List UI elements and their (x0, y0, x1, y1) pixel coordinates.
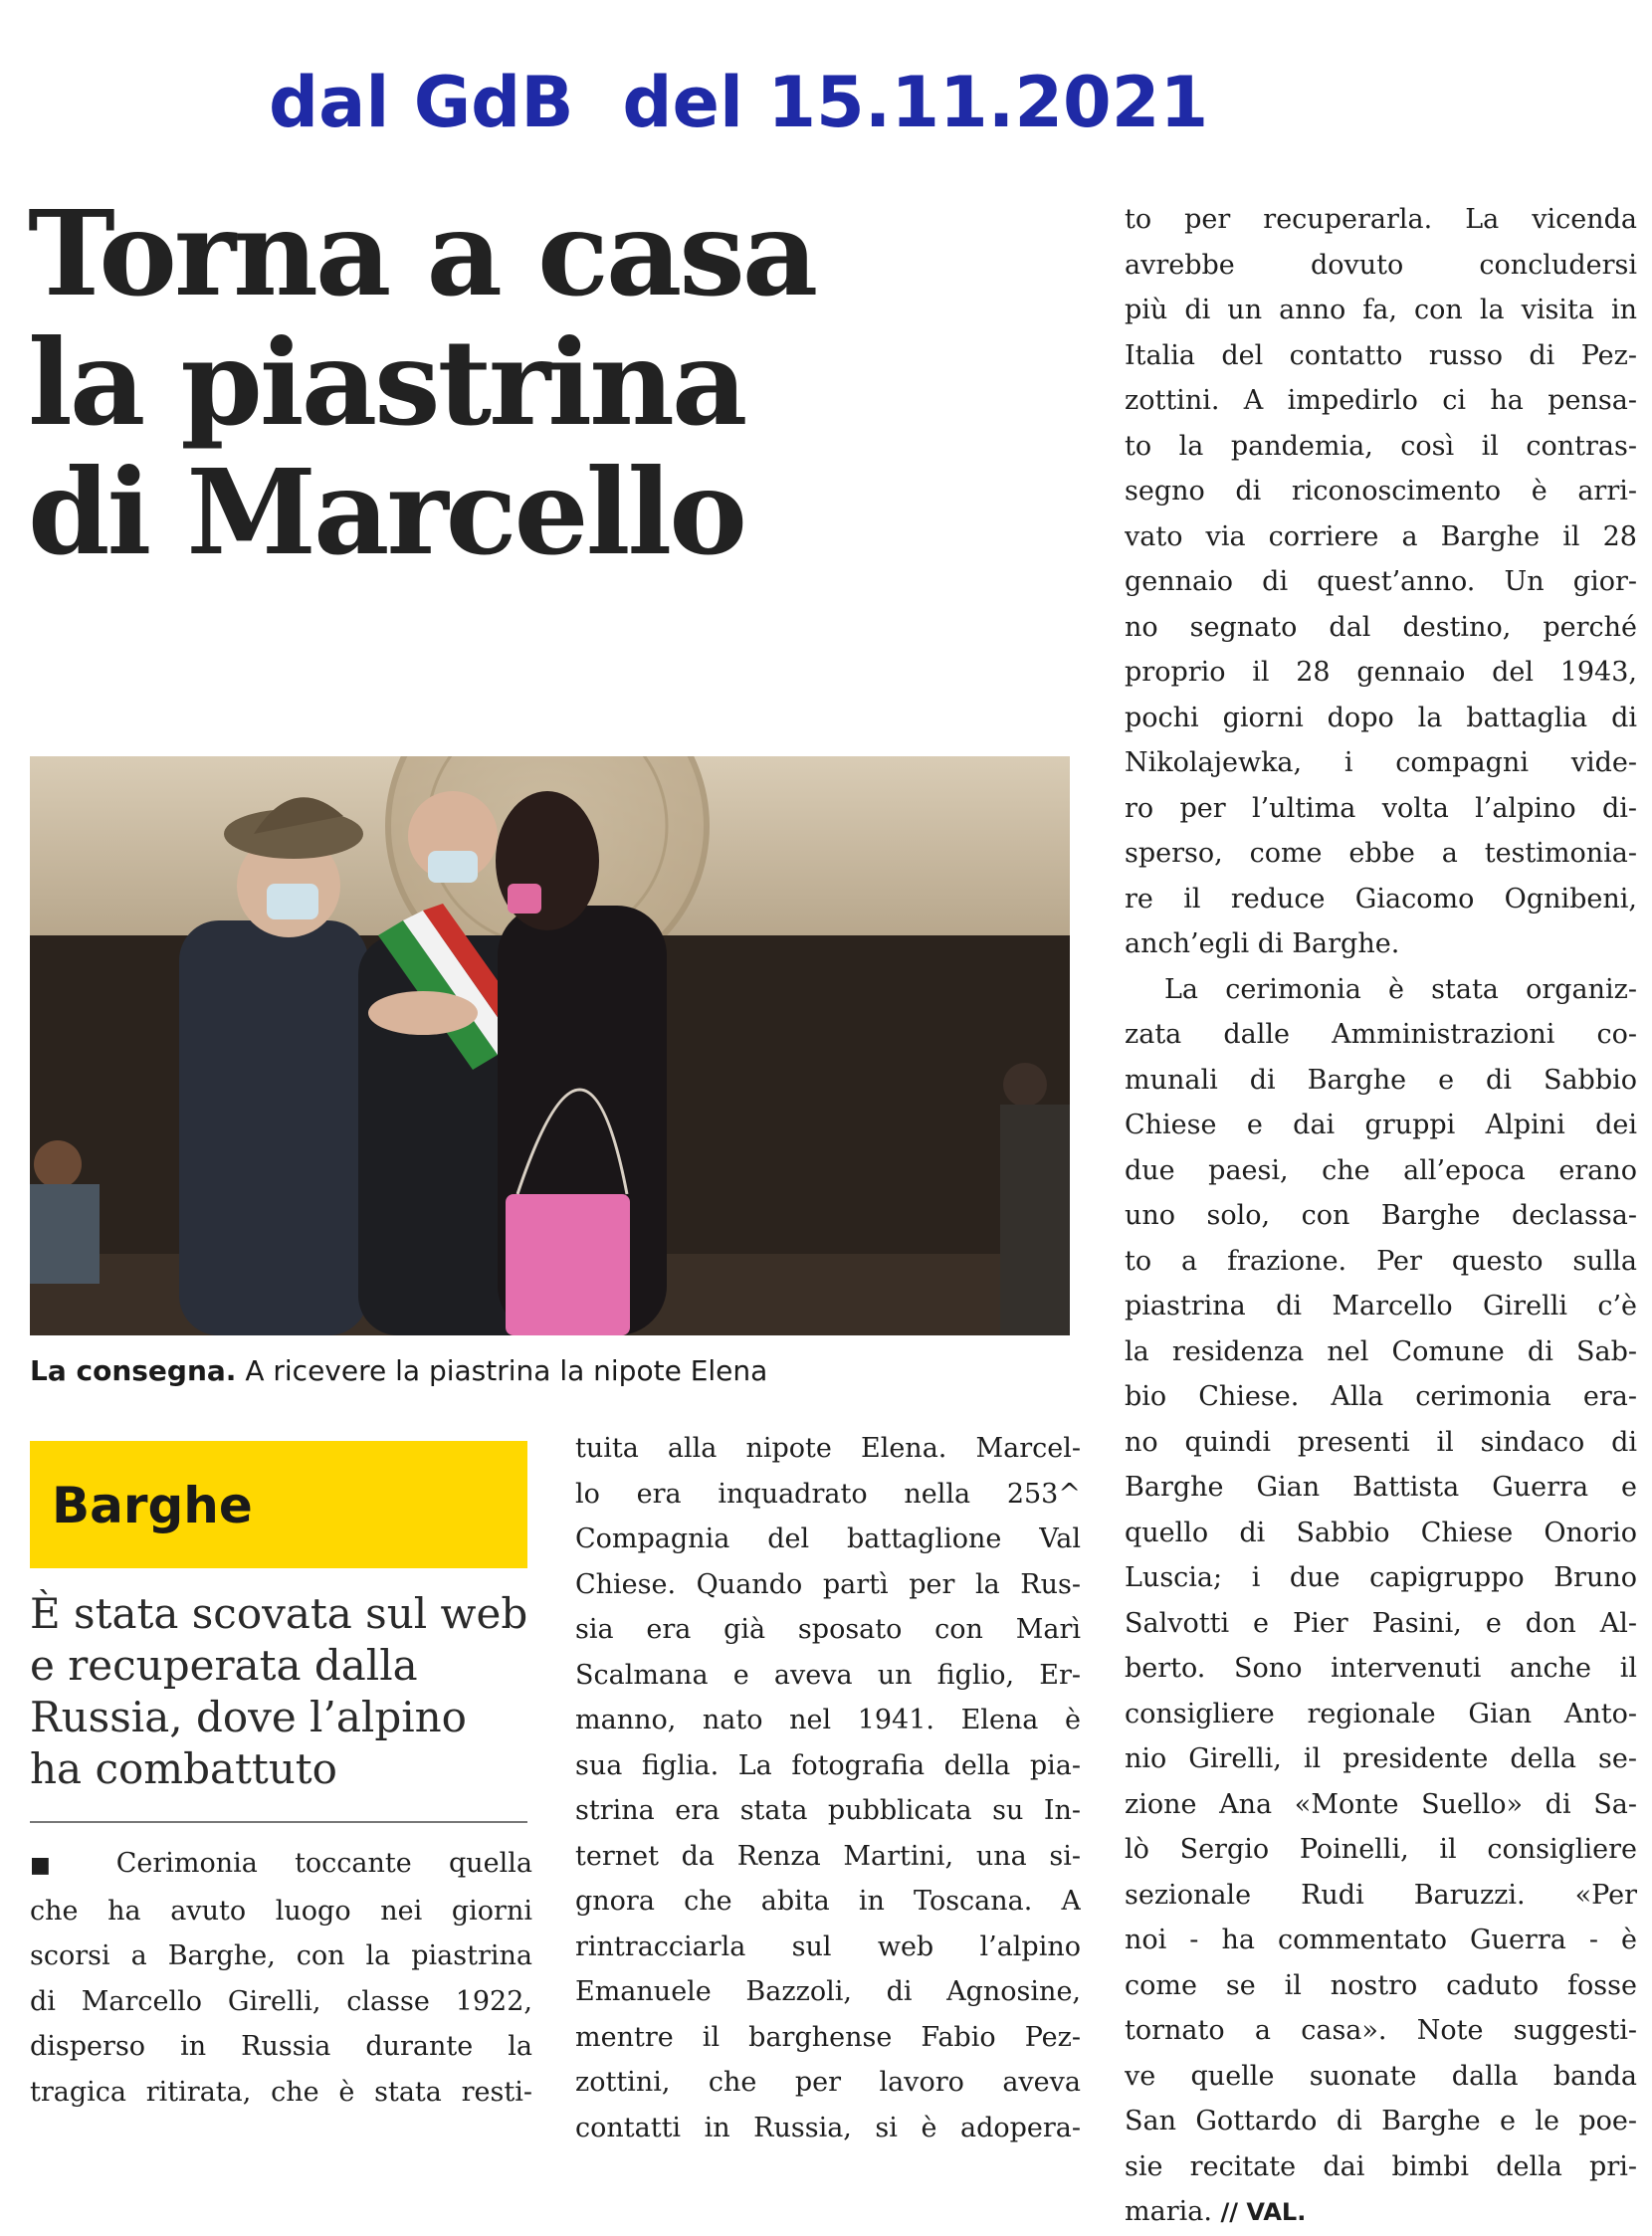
body-column-2 (575, 1426, 1081, 2150)
body-line: quello di Sabbio Chiese Onorio (1125, 1517, 1637, 1548)
body-line: sperso, come ebbe a testimonia- (1125, 838, 1637, 869)
body-line: Emanuele Bazzoli, di Agnosine, (575, 1976, 1081, 2007)
body-line: lo era inquadrato nella 253^ (575, 1478, 1081, 1510)
body-line: sezionale Rudi Baruzzi. «Per (1125, 1879, 1637, 1911)
photo-illustration (30, 756, 1070, 1335)
body-line: to a frazione. Per questo sulla (1125, 1245, 1637, 1277)
body-line: tornato a casa». Note suggesti- (1125, 2015, 1637, 2046)
body-line: strina era stata pubblicata su In- (575, 1795, 1081, 1826)
summary-line: e recuperata dalla (30, 1641, 418, 1690)
body-line: Barghe Gian Battista Guerra e (1125, 1472, 1637, 1503)
body-line: tuita alla nipote Elena. Marcel- (575, 1433, 1081, 1464)
body-line: mentre il barghense Fabio Pez- (575, 2021, 1081, 2053)
body-line: zottini. A impedirlo ci ha pensa- (1125, 385, 1637, 416)
body-line: manno, nato nel 1941. Elena è (575, 1705, 1081, 1735)
body-line: no quindi presenti il sindaco di (1125, 1426, 1637, 1458)
body-line: munali di Barghe e di Sabbio (1125, 1064, 1637, 1096)
body-column-1 (30, 1841, 532, 2115)
body-line: bio Chiese. Alla cerimonia era- (1125, 1381, 1637, 1412)
body-line: zione Ana «Monte Suello» di Sa- (1125, 1788, 1637, 1820)
summary-line: Russia, dove l’alpino (30, 1693, 467, 1741)
body-line: Scalmana e aveva un figlio, Er- (575, 1659, 1081, 1691)
body-line-last: maria. // VAL. (1125, 2196, 1307, 2227)
body-line: disperso in Russia durante la (30, 2031, 532, 2062)
body-line: sie recitate dai bimbi della pri- (1125, 2150, 1637, 2182)
headline-line: Torna a casa (28, 184, 816, 322)
body-line: zottini, che per lavoro aveva (575, 2067, 1081, 2098)
body-line: tragica ritirata, che è stata resti- (30, 2076, 532, 2108)
body-line: lò Sergio Poinelli, il consigliere (1125, 1834, 1637, 1865)
body-line: piastrina di Marcello Girelli c’è (1125, 1291, 1637, 1321)
body-line: Nikolajewka, i compagni vide- (1125, 747, 1637, 778)
body-line: zata dalle Amministrazioni co- (1125, 1019, 1637, 1050)
body-line: vato via corriere a Barghe il 28 (1125, 520, 1637, 552)
body-line: proprio il 28 gennaio del 1943, (1125, 657, 1637, 688)
body-line: gnora che abita in Toscana. A (575, 1886, 1081, 1917)
summary-line: È stata scovata sul web (30, 1589, 528, 1638)
body-line: ve quelle suonate dalla banda (1125, 2060, 1637, 2092)
body-line: segno di riconoscimento è arri- (1125, 476, 1637, 507)
body-line: berto. Sono intervenuti anche il (1125, 1653, 1637, 1684)
body-line: re il reduce Giacomo Ognibeni, (1125, 883, 1637, 915)
body-line: più di un anno fa, con la visita in (1125, 295, 1637, 325)
body-line: Luscia; i due capigruppo Bruno (1125, 1562, 1637, 1593)
body-line: avrebbe dovuto concludersi (1125, 249, 1637, 281)
author-signature: // VAL. (1220, 2198, 1307, 2226)
summary (30, 1588, 537, 1795)
photo-caption (30, 1353, 1070, 1389)
caption-lead: La consegna. (30, 1354, 237, 1387)
body-line: gennaio di quest’anno. Un gior- (1125, 566, 1637, 597)
body-line: la residenza nel Comune di Sab- (1125, 1335, 1637, 1367)
body-line: Chiese. Quando partì per la Rus- (575, 1568, 1081, 1600)
summary-line: ha combattuto (30, 1744, 337, 1793)
headline (28, 184, 1023, 581)
body-line: La cerimonia è stata organiz- (1164, 973, 1637, 1005)
body-line: anch’egli di Barghe. (1125, 928, 1400, 959)
caption-text: A ricevere la piastrina la nipote Elena (236, 1354, 768, 1387)
body-line: nio Girelli, il presidente della se- (1125, 1743, 1637, 1774)
body-line: contatti in Russia, si è adopera- (575, 2112, 1081, 2143)
body-line: uno solo, con Barghe declassa- (1125, 1200, 1637, 1231)
body-line: Italia del contatto russo di Pez- (1125, 339, 1637, 371)
body-line: due paesi, che all’epoca erano (1125, 1154, 1637, 1186)
source-line: dal GdB del 15.11.2021 (269, 62, 1209, 143)
body-line: Salvotti e Pier Pasini, e don Al- (1125, 1607, 1637, 1639)
body-line: Chiese e dai gruppi Alpini dei (1125, 1110, 1637, 1140)
body-line: come se il nostro caduto fosse (1125, 1969, 1637, 2001)
body-line: to la pandemia, così il contras- (1125, 430, 1637, 462)
body-column-3 (1125, 197, 1637, 2236)
body-line: ternet da Renza Martini, una si- (575, 1840, 1081, 1872)
bullet-icon: ■ (30, 1853, 80, 1878)
body-line: consigliere regionale Gian Anto- (1125, 1698, 1637, 1729)
body-line: sua figlia. La fotografia della pia- (575, 1749, 1081, 1781)
body-line: ■ Cerimonia toccante quella (30, 1848, 532, 1879)
body-line: Compagnia del battaglione Val (575, 1524, 1081, 1554)
body-line: noi - ha commentato Guerra - è (1125, 1925, 1637, 1955)
location-tag: Barghe (52, 1477, 253, 1534)
body-line: di Marcello Girelli, classe 1922, (30, 1985, 532, 2017)
body-line: pochi giorni dopo la battaglia di (1125, 702, 1637, 733)
body-line: no segnato dal destino, perché (1125, 611, 1637, 643)
headline-line: di Marcello (28, 443, 744, 581)
headline-line: la piastrina (28, 313, 745, 452)
body-line: che ha avuto luogo nei giorni (30, 1895, 532, 1927)
body-line: scorsi a Barghe, con la piastrina (30, 1940, 532, 1971)
body-line: rintracciarla sul web l’alpino (575, 1931, 1081, 1962)
ceremony-photo (30, 756, 1070, 1335)
body-line: San Gottardo di Barghe e le poe- (1125, 2106, 1637, 2136)
divider (30, 1821, 527, 1823)
body-line: sia era già sposato con Marì (575, 1614, 1081, 1645)
body-line: ro per l’ultima volta l’alpino di- (1125, 792, 1637, 824)
body-line: to per recuperarla. La vicenda (1125, 204, 1637, 235)
